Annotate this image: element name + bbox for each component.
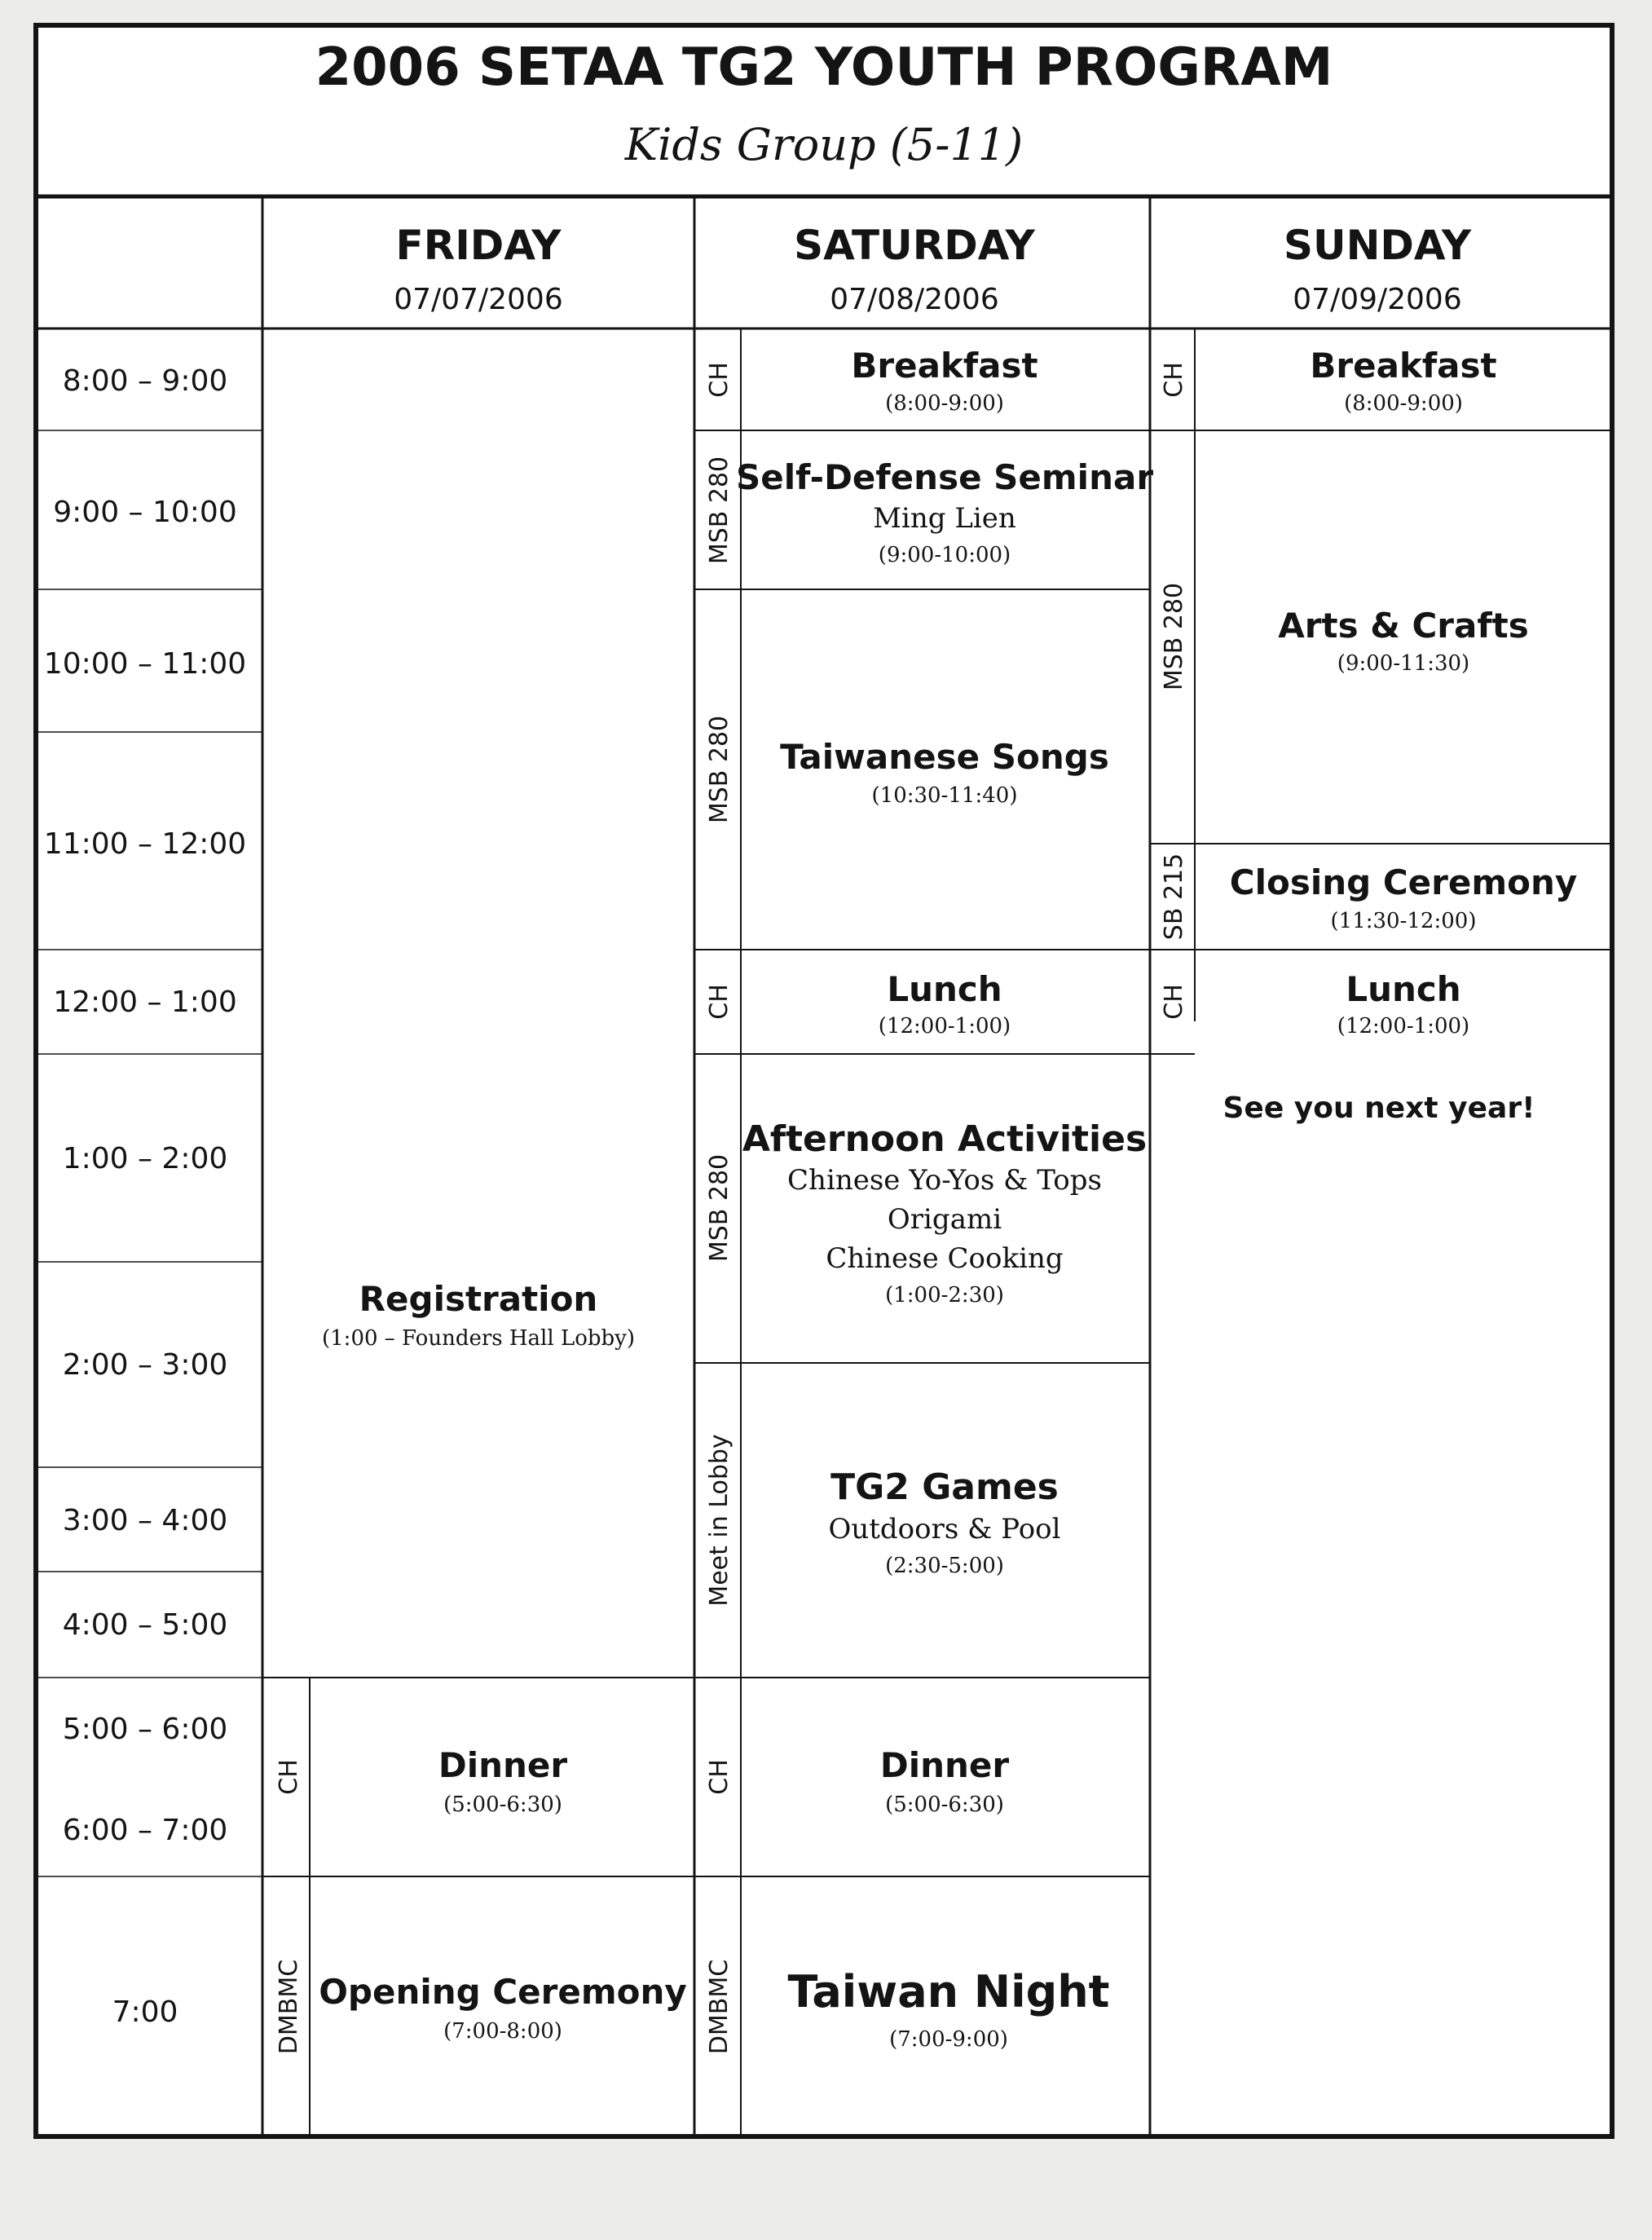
location-label: DMBMC: [705, 1959, 733, 2055]
location-label: MSB 280: [705, 1153, 733, 1263]
event-lunch: [879, 969, 1011, 1038]
event-time: (12:00-1:00): [878, 1014, 1011, 1038]
event-time: (5:00-6:30): [885, 1792, 1004, 1817]
location-label: MSB 280: [705, 456, 733, 565]
day-date-friday: 07/07/2006: [394, 283, 563, 316]
event-time: (2:30-5:00): [885, 1554, 1004, 1578]
day-name-friday: FRIDAY: [395, 222, 562, 269]
event-detail: Chinese Yo-Yos & Tops: [787, 1164, 1102, 1197]
time-slot: 1:00 – 2:00: [62, 1142, 228, 1175]
event-time: (7:00-9:00): [889, 2027, 1008, 2052]
event-title: TG2 Games: [830, 1466, 1059, 1508]
event-title: Arts & Crafts: [1278, 606, 1529, 646]
event-registration: [322, 1279, 635, 1351]
event-title: Breakfast: [851, 346, 1038, 386]
event-title: Breakfast: [1310, 346, 1497, 386]
day-date-saturday: 07/08/2006: [830, 283, 999, 316]
schedule-table: [36, 25, 1612, 2136]
event-detail: Ming Lien: [873, 502, 1016, 535]
time-slot: 10:00 – 11:00: [43, 647, 247, 681]
time-slot: 11:00 – 12:00: [43, 827, 247, 861]
location-label: CH: [275, 1759, 303, 1795]
event-lunch: [1337, 969, 1469, 1038]
time-slot: 8:00 – 9:00: [62, 364, 228, 398]
program-title: 2006 SETAA TG2 YOUTH PROGRAM: [315, 37, 1333, 98]
time-slot: 12:00 – 1:00: [53, 986, 237, 1019]
event-title: Afternoon Activities: [742, 1118, 1148, 1160]
time-slot: 6:00 – 7:00: [62, 1814, 228, 1847]
event-time: (5:00-6:30): [443, 1792, 562, 1817]
event-time: (7:00-8:00): [443, 2019, 562, 2044]
location-label: MSB 280: [705, 715, 733, 824]
event-title: Dinner: [879, 1745, 1010, 1785]
event-time: (9:00-11:30): [1337, 651, 1470, 676]
event-time: (10:30-11:40): [871, 783, 1018, 808]
time-slot: 2:00 – 3:00: [62, 1348, 228, 1382]
time-slot: 4:00 – 5:00: [62, 1608, 228, 1642]
event-detail: Origami: [887, 1203, 1002, 1236]
event-dinner: [438, 1745, 568, 1817]
day-name-sunday: SUNDAY: [1283, 222, 1472, 269]
time-slot: 9:00 – 10:00: [53, 496, 237, 529]
event-title: Dinner: [438, 1745, 568, 1785]
event-title: Opening Ceremony: [319, 1972, 687, 2012]
farewell-message: See you next year!: [1222, 1091, 1535, 1125]
event-time: (11:30-12:00): [1330, 909, 1477, 933]
event-title: Self-Defense Seminar: [735, 457, 1154, 497]
event-time: (8:00-9:00): [1344, 391, 1463, 416]
event-title: Lunch: [887, 969, 1002, 1009]
location-label: CH: [705, 362, 733, 398]
location-label: CH: [705, 984, 733, 1020]
location-label: MSB 280: [1160, 582, 1188, 691]
event-title: Lunch: [1346, 969, 1461, 1009]
time-slot: 7:00: [112, 1995, 178, 2029]
program-subtitle: Kids Group (5-11): [624, 119, 1024, 170]
location-label: CH: [1160, 362, 1188, 398]
location-label: DMBMC: [275, 1959, 303, 2055]
location-label: SB 215: [1160, 853, 1188, 941]
event-time: (9:00-10:00): [878, 543, 1011, 567]
event-time: (1:00-2:30): [885, 1283, 1004, 1307]
event-title: Taiwan Night: [787, 1966, 1110, 2017]
event-time: (12:00-1:00): [1337, 1014, 1470, 1038]
event-title: Registration: [359, 1279, 598, 1319]
event-title: Closing Ceremony: [1229, 862, 1578, 902]
event-time: (8:00-9:00): [885, 391, 1004, 416]
event-time: (1:00 – Founders Hall Lobby): [322, 1326, 635, 1351]
location-label: CH: [1160, 984, 1188, 1020]
day-date-sunday: 07/09/2006: [1293, 283, 1462, 316]
time-slot: 5:00 – 6:00: [62, 1713, 228, 1746]
time-slot: 3:00 – 4:00: [62, 1504, 228, 1537]
event-detail: Chinese Cooking: [826, 1242, 1064, 1275]
day-name-saturday: SATURDAY: [794, 222, 1035, 269]
location-label: CH: [705, 1759, 733, 1795]
event-dinner: [880, 1745, 1010, 1817]
location-label: Meet in Lobby: [705, 1434, 733, 1607]
event-title: Taiwanese Songs: [780, 737, 1109, 777]
event-detail: Outdoors & Pool: [828, 1513, 1061, 1546]
